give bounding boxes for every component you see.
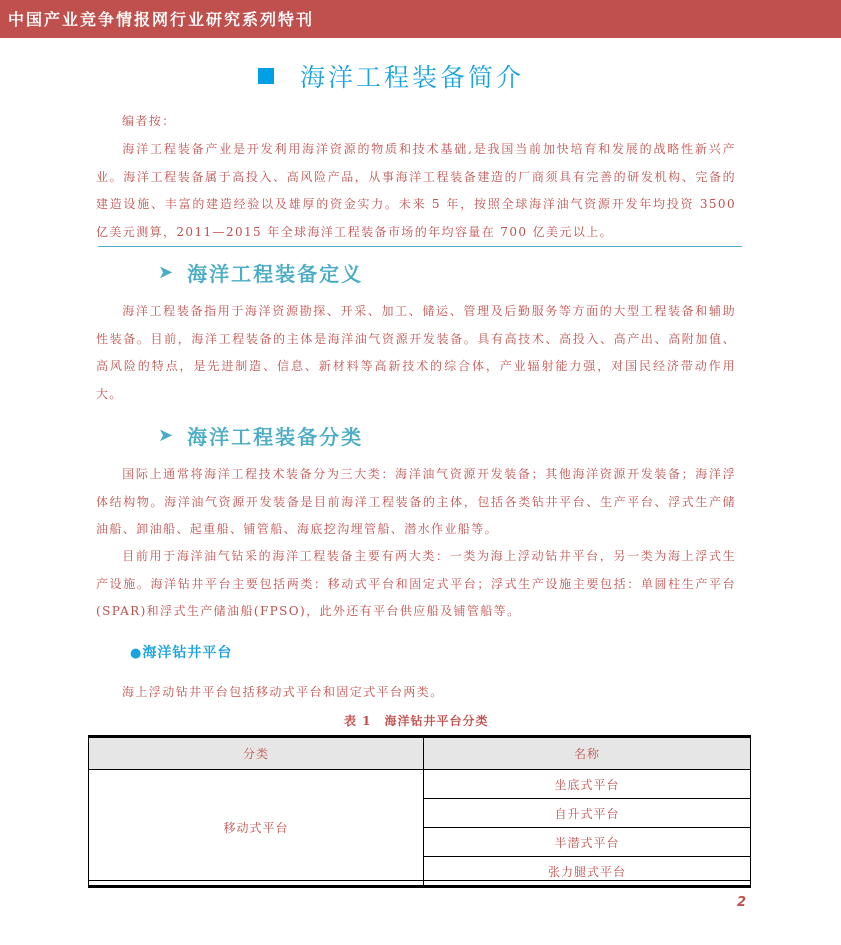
category-cell: 移动式平台 (89, 770, 424, 887)
column-header: 分类 (89, 737, 424, 770)
subsection-paragraph (96, 679, 736, 707)
column-header: 名称 (424, 737, 751, 770)
name-cell: 半潜式平台 (424, 828, 751, 857)
table-row (89, 770, 751, 799)
classification-paragraph-1 (96, 461, 736, 544)
table-header-row (89, 737, 751, 770)
subsection-heading-text: 海洋钻井平台 (142, 645, 233, 661)
section-heading-text: 海洋工程装备分类 (187, 425, 364, 449)
page-title-text: 海洋工程装备简介 (300, 63, 525, 92)
divider (98, 246, 742, 247)
editor-note-text: 海洋工程装备产业是开发利用海洋资源的物质和技术基础,是我国当前加快培育和发展的战略性新兴产业。海洋工程装备属于高投入、高风险产品，从事海洋工程装备建造的厂商须具有完善的研发机构、完备的建造设施、丰富的建造经验以及雄厚的资金实力。未来 5 年，按照全球海洋油气资源开发年均投资 3500 亿美元测算，2011—2015 年全球海洋工程装备市场的年均容量在 700 亿美元以上。 (96, 142, 736, 239)
editor-note-label (96, 108, 736, 136)
subsection-heading (130, 642, 232, 662)
editor-note-label-text: 编者按： (122, 114, 176, 128)
classification-paragraph-2 (96, 543, 736, 626)
table-bottom-rule (88, 880, 751, 881)
definition-paragraph (96, 298, 736, 408)
page-title (258, 56, 524, 96)
section-heading-classification (158, 421, 363, 450)
header-bar (0, 0, 841, 38)
name-cell: 张力腿式平台 (424, 857, 751, 887)
section-heading-text: 海洋工程装备定义 (187, 262, 364, 286)
name-cell: 自升式平台 (424, 799, 751, 828)
paragraph-text: 目前用于海洋油气钻采的海洋工程装备主要有两大类：一类为海上浮动钻井平台，另一类为海上浮式生产设施。海洋钻井平台主要包括两类：移动式平台和固定式平台；浮式生产设施主要包括：单圆柱生产平台(SPAR)和浮式生产储油船(FPSO)，此外还有平台供应船及铺管船等。 (96, 549, 736, 618)
editor-note-paragraph (96, 136, 736, 246)
name-cell: 坐底式平台 (424, 770, 751, 799)
paragraph-text: 国际上通常将海洋工程技术装备分为三大类：海洋油气资源开发装备；其他海洋资源开发装备；海洋浮体结构物。海洋油气资源开发装备是目前海洋工程装备的主体，包括各类钻井平台、生产平台、浮式生产储油船、卸油船、起重船、铺管船、海底挖沟埋管船、潜水作业船等。 (96, 467, 736, 536)
page-number: 2 (737, 895, 747, 910)
platform-classification-table (88, 735, 751, 888)
section-heading-definition (158, 258, 363, 287)
arrow-right-icon: ➤ (158, 425, 174, 446)
arrow-right-icon: ➤ (158, 262, 174, 283)
square-icon (258, 68, 274, 84)
paragraph-text: 海洋工程装备指用于海洋资源勘探、开采、加工、储运、管理及后勤服务等方面的大型工程装备和辅助性装备。目前，海洋工程装备的主体是海洋油气资源开发装备。具有高技术、高投入、高产出、高附加值、高风险的特点，是先进制造、信息、新材料等高新技术的综合体，产业辐射能力强，对国民经济带动作用大。 (96, 304, 736, 401)
table-caption: 表 1 海洋钻井平台分类 (344, 714, 489, 728)
bullet-icon: ● (130, 646, 143, 661)
paragraph-text: 海上浮动钻井平台包括移动式平台和固定式平台两类。 (122, 685, 444, 699)
header-title: 中国产业竞争情报网行业研究系列特刊 (8, 10, 315, 29)
